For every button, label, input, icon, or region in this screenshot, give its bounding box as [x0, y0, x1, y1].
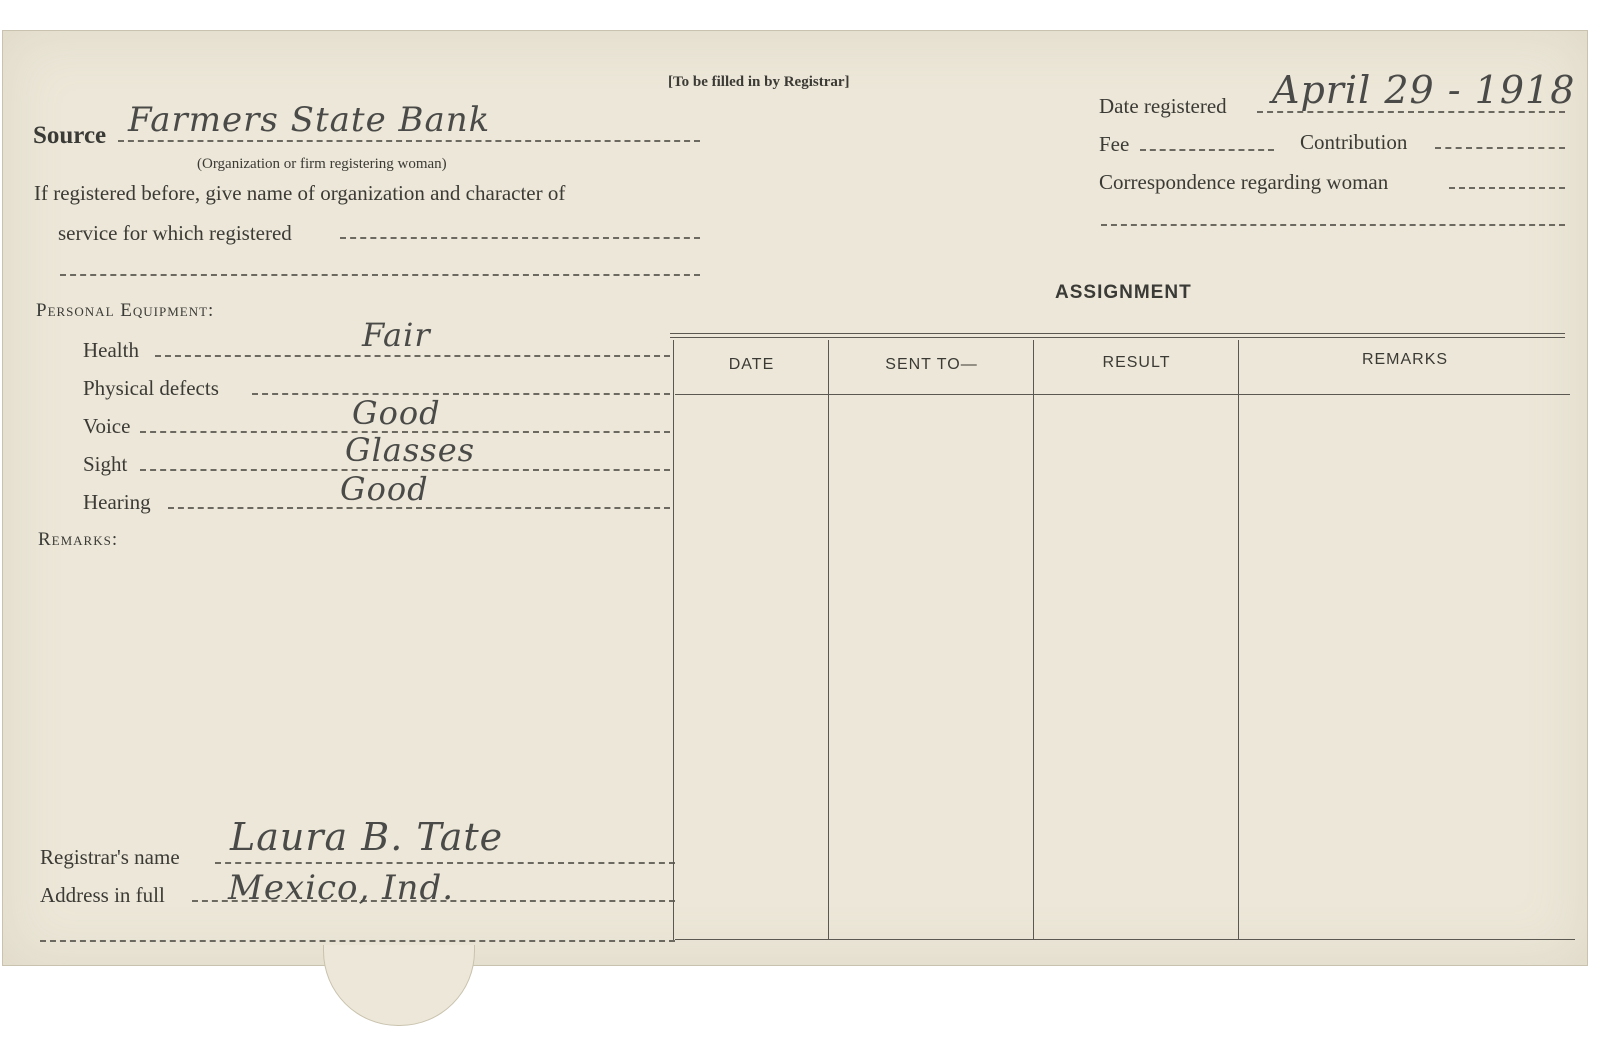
table-col-divider-1 [828, 340, 829, 940]
registrar-name-line [215, 862, 675, 864]
table-col-divider-2 [1033, 340, 1034, 940]
registrar-name-label: Registrar's name [40, 845, 180, 869]
hearing-value: Good [340, 470, 429, 508]
address-line-extra [40, 940, 675, 942]
column-header-sent-to: SENT TO— [885, 356, 978, 373]
personal-equipment-heading: Personal Equipment: [36, 300, 215, 321]
table-col-divider-0 [673, 340, 674, 940]
column-header-result: RESULT [1102, 354, 1171, 371]
health-value: Fair [362, 316, 431, 354]
fee-line [1140, 149, 1274, 151]
sight-value: Glasses [345, 431, 476, 469]
column-header-remarks: REMARKS [1361, 351, 1449, 368]
voice-value: Good [352, 394, 441, 432]
card-tab [323, 945, 475, 1026]
source-caption: (Organization or firm registering woman) [197, 156, 447, 172]
correspondence-label: Correspondence regarding woman [1099, 170, 1389, 194]
correspondence-line-extra [1101, 224, 1565, 226]
registered-before-line-extra [60, 274, 700, 276]
table-header-rule [675, 394, 1570, 395]
assignment-title: ASSIGNMENT [1055, 282, 1192, 303]
header-note: [To be filled in by Registrar] [668, 74, 850, 90]
table-bottom-rule [675, 939, 1575, 940]
remarks-label: Remarks: [38, 529, 119, 550]
source-label: Source [33, 122, 107, 149]
date-registered-value: April 29 - 1918 [1272, 68, 1576, 112]
health-line [155, 355, 670, 357]
registered-before-line [340, 237, 700, 239]
address-value: Mexico, Ind. [228, 868, 455, 908]
contribution-label: Contribution [1300, 130, 1408, 154]
address-label: Address in full [40, 883, 165, 907]
registered-before-line1: If registered before, give name of organization and character of [34, 181, 566, 205]
physical-defects-line [252, 393, 670, 395]
physical-defects-label: Physical defects [83, 376, 219, 400]
table-top-rule [670, 333, 1565, 334]
fee-label: Fee [1099, 132, 1130, 156]
health-label: Health [83, 338, 139, 362]
registrar-name-value: Laura B. Tate [230, 815, 504, 859]
hearing-label: Hearing [83, 490, 151, 514]
table-top-rule-2 [670, 337, 1565, 338]
contribution-line [1435, 147, 1565, 149]
source-value: Farmers State Bank [128, 100, 491, 140]
column-header-date: DATE [728, 356, 775, 373]
source-line [118, 140, 700, 142]
date-registered-label: Date registered [1099, 94, 1227, 118]
table-col-divider-3 [1238, 340, 1239, 940]
registered-before-line2: service for which registered [58, 221, 292, 245]
correspondence-line [1449, 187, 1565, 189]
voice-label: Voice [83, 414, 131, 438]
sight-label: Sight [83, 452, 128, 476]
